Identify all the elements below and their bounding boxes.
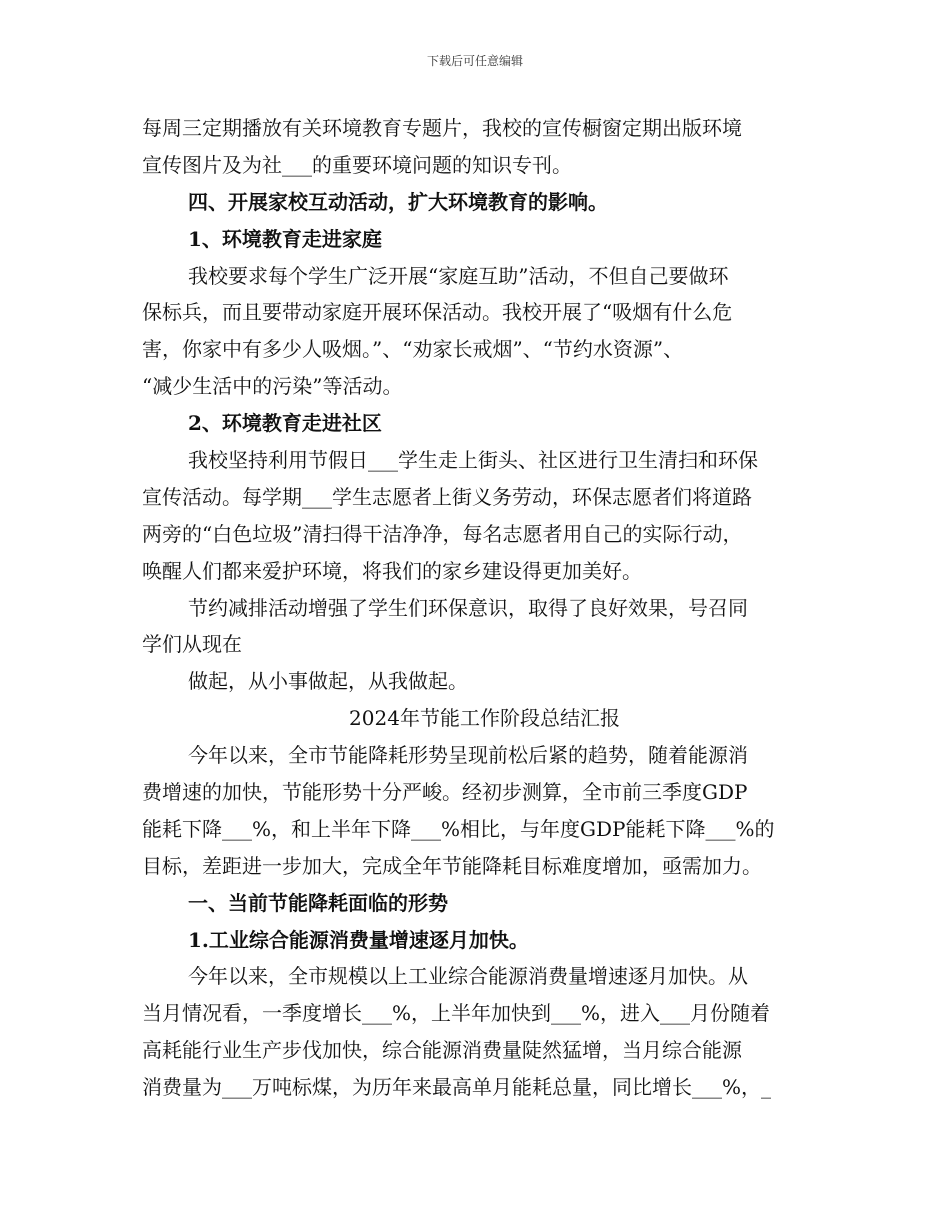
paragraph-line: 我校坚持利用节假日___学生走上街头、社区进行卫生清扫和环保 — [188, 448, 758, 473]
page-header-note: 下载后可任意编辑 — [426, 54, 523, 68]
subsection-heading: 1、环境教育走进家庭 — [188, 226, 382, 251]
paragraph-line: 害，你家中有多少人吸烟。”、“劝家长戒烟”、“节约水资源”、 — [142, 337, 684, 362]
paragraph-line: 费增速的加快，节能形势十分严峻。经初步测算，全市前三季度GDP — [142, 780, 748, 805]
paragraph-line: 宣传图片及为社___的重要环境问题的知识专刊。 — [142, 152, 572, 177]
section-heading: 一、当前节能降耗面临的形势 — [188, 890, 448, 915]
paragraph-line: 每周三定期播放有关环境教育专题片，我校的宣传橱窗定期出版环境 — [142, 116, 742, 140]
document-title: 2024年节能工作阶段总结汇报 — [349, 706, 620, 731]
paragraph-line: 保标兵，而且要带动家庭开展环保活动。我校开展了“吸烟有什么危 — [142, 300, 733, 325]
paragraph-line: 节约减排活动增强了学生们环保意识，取得了良好效果，号召同 — [188, 595, 748, 620]
paragraph-line: 学们从现在 — [142, 632, 242, 657]
paragraph-line: 当月情况看，一季度增长___%，上半年加快到___%，进入___月份随着 — [142, 1001, 771, 1026]
paragraph-line: “减少生活中的污染”等活动。 — [142, 374, 403, 399]
paragraph-line: 今年以来，全市节能降耗形势呈现前松后紧的趋势，随着能源消 — [188, 743, 748, 768]
paragraph-line: 宣传活动。每学期___学生志愿者上街义务劳动，环保志愿者们将道路 — [142, 484, 752, 509]
paragraph-line: 消费量为___万吨标煤，为历年来最高单月能耗总量，同比增长___%，_ — [142, 1075, 772, 1100]
subsection-heading: 1.工业综合能源消费量增速逐月加快。 — [188, 927, 529, 952]
paragraph-line: 唤醒人们都来爱护环境，将我们的家乡建设得更加美好。 — [142, 558, 642, 583]
section-heading: 四、开展家校互动活动，扩大环境教育的影响。 — [188, 189, 608, 214]
document-body — [142, 110, 827, 1106]
paragraph-line: 两旁的“白色垃圾”清扫得干洁净净，每名志愿者用自己的实际行动， — [142, 521, 743, 546]
paragraph-line: 今年以来，全市规模以上工业综合能源消费量增速逐月加快。从 — [188, 964, 748, 989]
paragraph-line: 高耗能行业生产步伐加快，综合能源消费量陡然猛增，当月综合能源 — [142, 1038, 742, 1063]
paragraph-line: 目标，差距进一步加大，完成全年节能降耗目标难度增加，亟需加力。 — [142, 853, 762, 878]
paragraph-line: 能耗下降___%，和上半年下降___%相比，与年度GDP能耗下降___%的 — [142, 816, 775, 841]
subsection-heading: 2、环境教育走进社区 — [188, 411, 382, 436]
paragraph-line: 我校要求每个学生广泛开展“家庭互助”活动，不但自己要做环 — [188, 263, 729, 288]
paragraph-line: 做起，从小事做起，从我做起。 — [188, 669, 468, 694]
